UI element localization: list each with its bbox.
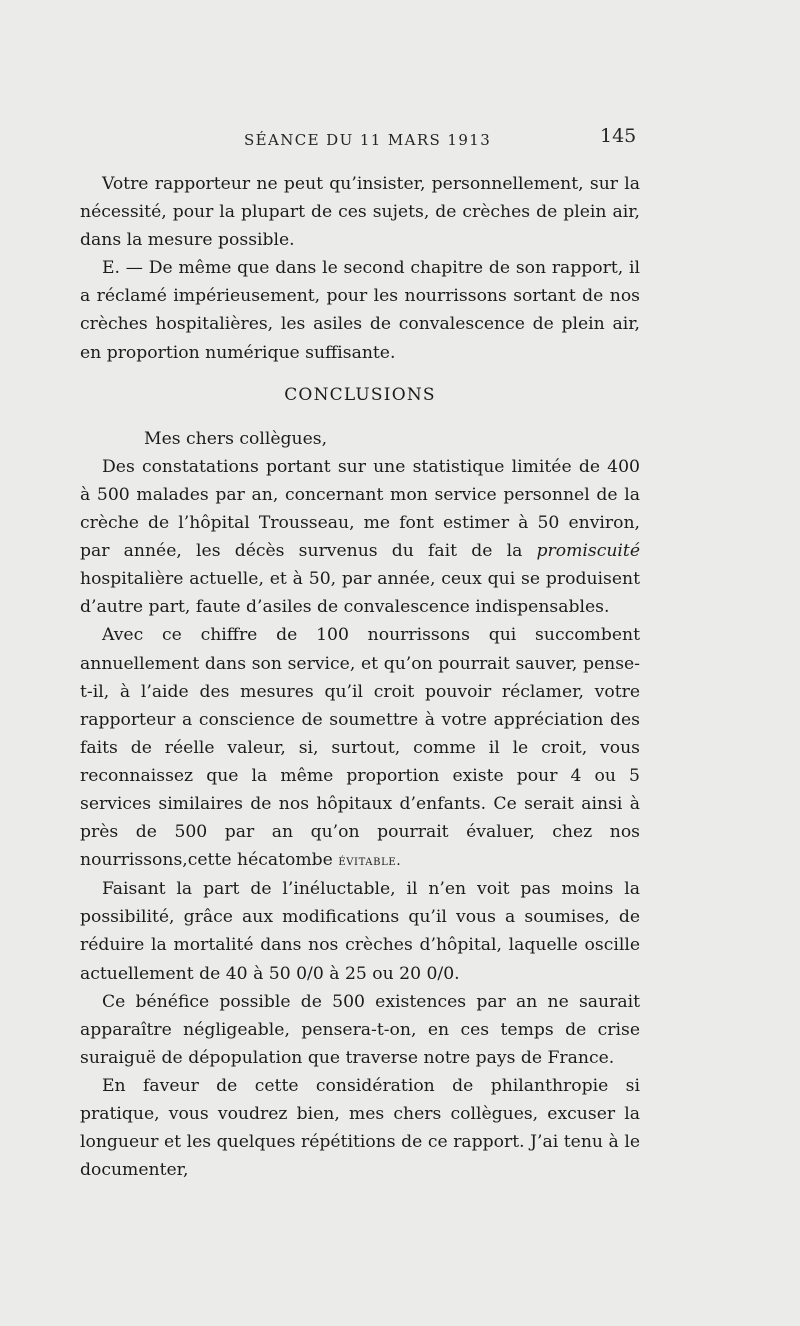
body-text xyxy=(80,170,640,1184)
paragraph-chiffre xyxy=(80,621,640,875)
paragraph-constatations-text-b: hospitalière actuelle, et à 50, par année, ceux qui se produisent d’autre part, faute d’asiles de convalescence indispensables. xyxy=(80,569,640,618)
section-heading-conclusions: CONCLUSIONS xyxy=(284,384,436,405)
header-title: SÉANCE DU 11 MARS 1913 xyxy=(244,131,492,149)
paragraph-rapporteur: Votre rapporteur ne peut qu’insister, personnellement, sur la nécessité, pour la plupart de ces sujets, de crèches de plein air, dans la mesure possible. xyxy=(80,174,640,251)
running-header xyxy=(244,125,654,149)
paragraph-e: E. — De même que dans le second chapitre de son rapport, il a réclamé impérieusement, pour les nourrissons sortant de nos crèches hospitalières, les asiles de convalescence de plein air, en proportion numérique suffisante. xyxy=(80,258,640,363)
paragraph-ineluctable: Faisant la part de l’inéluctable, il n’en voit pas moins la possibilité, grâce aux modifications qu’il vous a soumises, de réduire la mortalité dans nos crèches d’hôpital, laquelle oscille actuellement de 40 à 50 0/0 à 25 ou 20 0/0. xyxy=(80,879,640,984)
paragraph-faveur: En faveur de cette considération de philanthropie si pratique, vous voudrez bien, mes chers collègues, excuser la longueur et les quelques répétitions de ce rapport. J’ai tenu à le documenter, xyxy=(80,1075,640,1181)
salutation: Mes chers collègues, xyxy=(144,428,328,449)
page-number: 145 xyxy=(600,125,637,147)
italic-promiscuite: promiscuité xyxy=(536,541,640,562)
paragraph-chiffre-text: Avec ce chiffre de 100 nourrissons qui succombent annuellement dans son service, et qu’on pourrait sauver, pense-t-il, à l’aide des mesures qu’il croit pouvoir réclamer, votre rapporteur a conscience de soumettre à votre appréciation des faits de réelle valeur, si, surtout, comme il le croit, vous reconnaissez que la même proportion existe pour 4 ou 5 services similaires de nos hôpitaux d’enfants. Ce serait ainsi à près de 500 par an qu’on pourrait évaluer, chez nos nourrissons,cette hécatombe xyxy=(80,625,640,871)
smallcaps-evitable: évitable. xyxy=(338,853,402,870)
paragraph-constatations-text-a: Des constatations portant sur une statistique limitée de 400 à 500 malades par an, concernant mon service personnel de la crèche de l’hôpital Trousseau, me font estimer à 50 environ, par année, les décès survenus du fait de la xyxy=(80,456,640,562)
paragraph-benefice: Ce bénéfice possible de 500 existences par an ne saurait apparaître négligeable, pensera-t-on, en ces temps de crise suraiguë de dépopulation que traverse notre pays de France. xyxy=(80,991,640,1068)
paragraph-constatations xyxy=(80,453,640,622)
